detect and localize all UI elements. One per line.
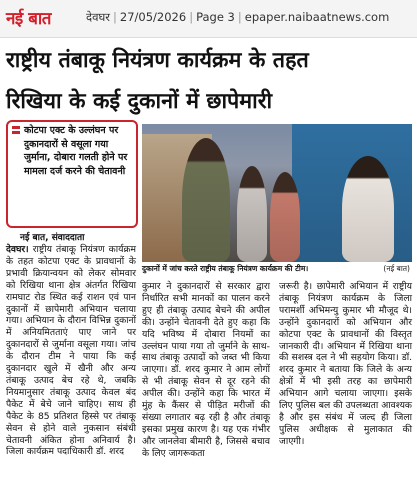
person-figure xyxy=(182,138,230,262)
byline: नई बात, संवाददाता xyxy=(20,233,85,243)
separator: | xyxy=(237,10,242,24)
person-figure xyxy=(342,156,394,262)
person-figure xyxy=(270,172,300,262)
edition-city: देवघर xyxy=(86,10,111,24)
photo-credit: (नई बात) xyxy=(383,264,410,273)
headline xyxy=(6,40,412,122)
news-photo[interactable] xyxy=(142,124,412,262)
headline-line-2: रिखिया के कई दुकानों में छापेमारी xyxy=(6,89,273,114)
dateline: देवघर। xyxy=(6,244,29,255)
article-column-1 xyxy=(6,244,136,458)
edition-date: 27/05/2026 xyxy=(119,10,187,24)
deck-text: कोटपा एक्ट के उल्लंघन पर दुकानदारों से वसूला गया जुर्माना, दोबारा गलती होने पर मामला दर्ज करने की चेतावनी xyxy=(24,125,128,177)
article-column-2 xyxy=(142,281,270,460)
quote-bars-icon xyxy=(12,126,21,135)
newspaper-logo[interactable]: नई बात xyxy=(6,9,52,29)
deck-box xyxy=(6,120,138,228)
edition-meta xyxy=(86,10,389,25)
column-3-text: जरूरी है। छापेमारी अभियान में राष्ट्रीय तंबाकू नियंत्रण कार्यक्रम के जिला परामर्शी अभिमन्यु कुमार भी मौजूद थे। उन्होंने दुकानदारों को अभियान और कोटपा एक्ट के प्रावधानों की विस्तृत जानकारी दी। अभियान में रिखिया थाना की सशस्त्र दल ने भी सहयोग किया। डॉ. शरद कुमार ने बताया कि जिले के अन्य क्षेत्रों में भी इसी तरह का छापेमारी अभियान आगे चलाया जाएगा। इसके लिए पुलिस बल की उपलब्धता आवश्यक है और इस संबंध में जल्द ही जिला पुलिस अधीक्षक से मुलाकात की जाएगी। xyxy=(279,281,412,447)
separator: | xyxy=(113,10,117,24)
photo-caption xyxy=(142,262,412,275)
person-figure xyxy=(237,166,267,262)
masthead xyxy=(0,0,417,38)
page-number: Page 3 xyxy=(196,10,235,24)
headline-line-1: राष्ट्रीय तंबाकू नियंत्रण कार्यक्रम के तहत xyxy=(6,48,309,73)
column-1-text: राष्ट्रीय तंबाकू नियंत्रण कार्यक्रम के तहत कोटपा एक्ट के प्रावधानों के प्रभावी क्रियान्वयन को लेकर सोमवार को रिखिया थाना क्षेत्र अंतर्गत रिखिया रामघाट रोड स्थित कई राशन एवं पान दुकानों में छापेमारी अभियान चलाया गया। अभियान के दौरान विभिन्न दुकानों में अनियमितताएं पाए जाने पर दुकानदारों से जुर्माना वसूला गया। जांच के दौरान टीम ने पाया कि कई दुकानदार खुले में खैनी और अन्य तंबाकू उत्पाद बेच रहे थे, जबकि नियमानुसार तंबाकू उत्पाद केवल बंद पैकेट में बेचे जाने चाहिए। साथ ही पैकेट के 85 प्रतिशत हिस्से पर तंबाकू सेवन से होने वाले नुकसान संबंधी चेतावनी अंकित होना अनिवार्य है। जिला कार्यक्रम पदाधिकारी डॉ. शरद xyxy=(6,244,136,458)
column-2-text: कुमार ने दुकानदारों से सरकार द्वारा निर्धारित सभी मानकों का पालन करने हुए ही तंबाकू उत्पाद बेचने की अपील की। उन्होंने चेतावनी देते हुए कहा कि यदि भविष्य में दोबारा नियमों का उल्लंघन पाया गया तो जुर्माने के साथ-साथ तंबाकू उत्पादों को जब्त भी किया जाएगा। डॉ. शरद कुमार ने आम लोगों से भी तंबाकू सेवन से दूर रहने की अपील की। उन्होंने कहा कि भारत में मुंह के कैंसर से पीड़ित मरीजों की संख्या लगातार बढ़ रही है और तंबाकू इसका प्रमुख कारण है। यह एक गंभीर और जानलेवा बीमारी है, जिससे बचाव के लिए जागरूकता xyxy=(142,281,270,459)
separator: | xyxy=(189,10,194,24)
site-url[interactable]: epaper.naibaatnews.com xyxy=(244,10,390,24)
caption-text: दुकानों में जांच करते राष्ट्रीय तंबाकू नियंत्रण कार्यक्रम की टीम। xyxy=(142,264,309,273)
article-column-3 xyxy=(279,281,412,448)
